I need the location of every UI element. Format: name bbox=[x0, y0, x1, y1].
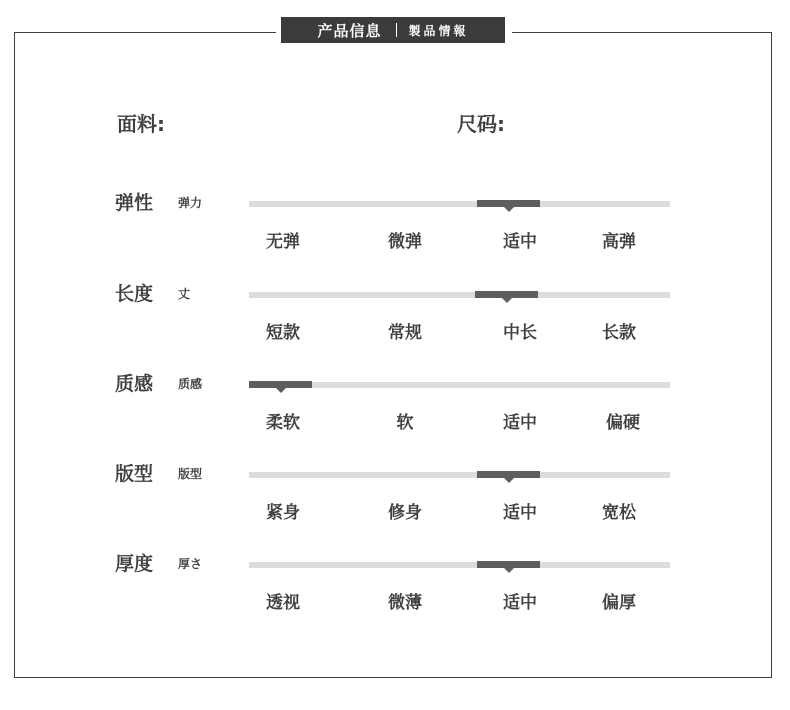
attribute-row-fit bbox=[0, 461, 790, 531]
level-pointer bbox=[503, 567, 515, 573]
option-label: 宽松 bbox=[602, 503, 636, 523]
row-subname: 厚さ bbox=[178, 557, 203, 571]
attribute-row-thickness bbox=[0, 551, 790, 621]
option-label: 紧身 bbox=[266, 503, 300, 523]
option-label: 软 bbox=[396, 413, 414, 433]
row-subname: 丈 bbox=[178, 287, 191, 301]
banner-subtitle: 製品情報 bbox=[408, 23, 469, 38]
row-name: 版型 bbox=[115, 463, 154, 485]
option-label: 修身 bbox=[388, 503, 422, 523]
option-label: 长款 bbox=[602, 323, 636, 343]
fabric-label: 面料: bbox=[117, 112, 165, 136]
row-name: 厚度 bbox=[115, 553, 154, 575]
option-label: 偏厚 bbox=[602, 593, 636, 613]
option-label: 适中 bbox=[503, 593, 537, 613]
level-indicator bbox=[477, 200, 540, 207]
row-name: 质感 bbox=[115, 373, 154, 395]
size-label: 尺码: bbox=[457, 112, 505, 136]
option-label: 微薄 bbox=[388, 593, 422, 613]
option-label: 偏硬 bbox=[606, 413, 640, 433]
row-name: 长度 bbox=[115, 283, 154, 305]
option-label: 适中 bbox=[503, 503, 537, 523]
attribute-row-texture bbox=[0, 371, 790, 441]
option-label: 高弹 bbox=[602, 232, 636, 252]
option-label: 透视 bbox=[266, 593, 300, 613]
level-indicator bbox=[477, 471, 540, 478]
level-track bbox=[249, 382, 670, 388]
row-subname: 质感 bbox=[178, 377, 203, 391]
level-track bbox=[249, 472, 670, 478]
banner-divider bbox=[396, 23, 397, 37]
banner-title: 产品信息 bbox=[317, 21, 382, 40]
level-indicator bbox=[477, 561, 540, 568]
option-label: 常规 bbox=[388, 323, 422, 343]
level-indicator bbox=[475, 291, 538, 298]
level-pointer bbox=[503, 477, 515, 483]
row-subname: 弹力 bbox=[178, 196, 203, 210]
level-pointer bbox=[503, 206, 515, 212]
product-info-banner bbox=[281, 17, 505, 43]
option-label: 中长 bbox=[503, 323, 537, 343]
row-subname: 版型 bbox=[178, 467, 203, 481]
option-label: 适中 bbox=[503, 413, 537, 433]
level-pointer bbox=[275, 387, 287, 393]
attribute-row-elasticity bbox=[0, 190, 790, 260]
option-label: 适中 bbox=[503, 232, 537, 252]
option-label: 微弹 bbox=[388, 232, 422, 252]
row-name: 弹性 bbox=[115, 192, 154, 214]
level-track bbox=[249, 201, 670, 207]
option-label: 短款 bbox=[266, 323, 300, 343]
level-track bbox=[249, 562, 670, 568]
level-indicator bbox=[249, 381, 312, 388]
option-label: 柔软 bbox=[266, 413, 300, 433]
option-label: 无弹 bbox=[266, 232, 300, 252]
attribute-row-length bbox=[0, 281, 790, 351]
level-track bbox=[249, 292, 670, 298]
level-pointer bbox=[501, 297, 513, 303]
